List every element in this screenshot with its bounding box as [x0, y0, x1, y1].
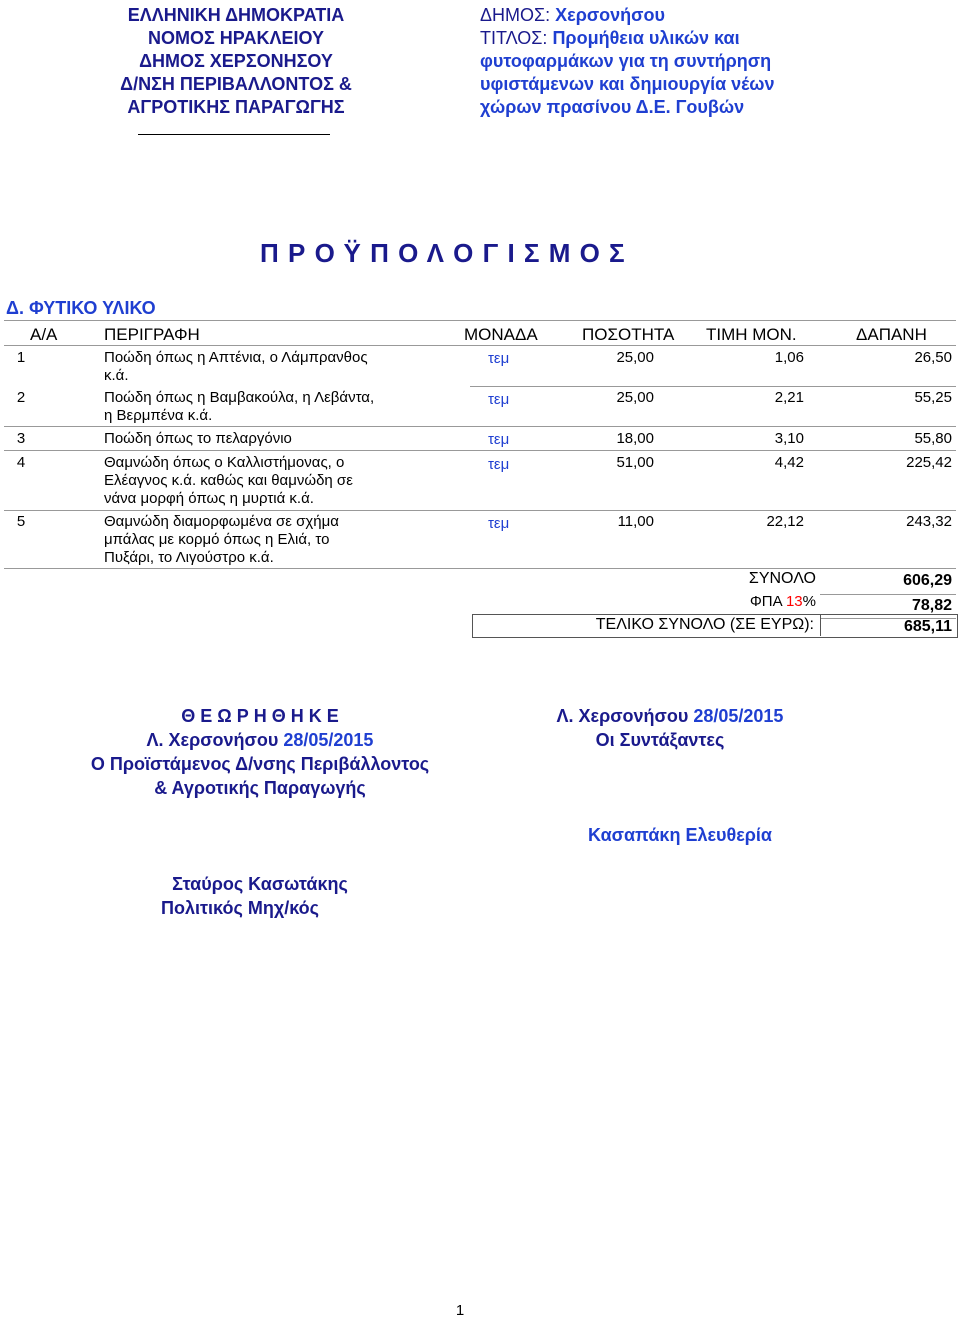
row-rule [4, 426, 956, 427]
row-unit: τεμ [488, 431, 510, 448]
authors-date: 28/05/2015 [693, 706, 784, 726]
row-cost: 26,50 [914, 349, 952, 366]
municipality-line [480, 4, 880, 27]
column-header-cost: ΔΑΠΑΝΗ [856, 325, 927, 344]
row-number: 2 [16, 389, 26, 406]
final-total-label: ΤΕΛΙΚΟ ΣΥΝΟΛΟ (ΣΕ ΕΥΡΩ): [595, 616, 814, 633]
signature-underline [138, 134, 330, 135]
table-bottom-rule [4, 568, 956, 569]
municipality-label: ΔΗΜΟΣ: [480, 5, 556, 25]
approval-role: Ο Προϊστάμενος Δ/νσης Περιβάλλοντος [90, 754, 430, 774]
row-unit: τεμ [488, 350, 510, 367]
row-quantity: 11,00 [617, 513, 654, 530]
column-header-aa: Α/Α [30, 325, 58, 344]
header-line: ΝΟΜΟΣ ΗΡΑΚΛΕΙΟΥ [148, 28, 324, 48]
sum-value: 606,29 [903, 572, 952, 589]
sum-label: ΣΥΝΟΛΟ [748, 570, 816, 587]
final-total-divider [820, 614, 821, 636]
row-description-line: Ποώδη όπως η Βαμβακούλα, η Λεβάντα, [104, 389, 375, 406]
row-unit: τεμ [488, 515, 510, 532]
row-description-line: Θαμνώδη διαμορφωμένα σε σχήμα [104, 513, 339, 530]
row-unit-price: 22,12 [766, 513, 804, 530]
vat-value: 78,82 [911, 597, 952, 614]
approval-heading: Θ Ε Ω Ρ Η Θ Η Κ Ε [181, 706, 339, 726]
author-name: Κασαπάκη Ελευθερία [588, 825, 772, 845]
row-number: 4 [16, 454, 26, 471]
row-quantity: 51,00 [616, 454, 654, 471]
project-title-value: Προμήθεια υλικών και [552, 28, 740, 48]
row-description-line: Πυξάρι, το Λιγούστρο κ.ά. [104, 549, 274, 566]
row-description [104, 349, 404, 385]
approver-title: Πολιτικός Μηχ/κός [161, 898, 319, 918]
row-description-line: Θαμνώδη όπως ο Καλλιστήμονας, ο [104, 454, 345, 471]
header-project [480, 4, 880, 119]
municipality-value: Χερσονήσου [555, 5, 665, 25]
row-cost: 243,32 [906, 513, 952, 530]
row-description-line: η Βερμπένα κ.ά. [104, 407, 213, 424]
row-description-line: μπάλας με κορμό όπως η Ελιά, το [104, 531, 330, 548]
row-unit-price: 2,21 [774, 389, 804, 406]
project-title-label: ΤΙΤΛΟΣ: [480, 28, 553, 48]
row-unit-price: 3,10 [774, 430, 804, 447]
column-header-unit: ΜΟΝΑΔΑ [464, 325, 538, 344]
row-quantity: 18,00 [616, 430, 654, 447]
project-title-value: υφιστάμενων και δημιουργία νέων [480, 74, 775, 94]
column-header-quantity: ΠΟΣΟΤΗΤΑ [582, 325, 675, 344]
row-number: 3 [16, 430, 26, 447]
row-description-line: νάνα μορφή όπως η μυρτιά κ.ά. [104, 490, 314, 507]
column-header-unit-price: ΤΙΜΗ ΜΟΝ. [706, 325, 797, 344]
header-line: ΑΓΡΟΤΙΚΗΣ ΠΑΡΑΓΩΓΗΣ [127, 97, 345, 117]
row-description [104, 454, 404, 508]
row-rule [4, 450, 956, 451]
project-title-line [480, 27, 880, 50]
vat-label-line [620, 593, 816, 610]
row-description [104, 513, 404, 567]
row-number: 1 [16, 349, 26, 366]
approver-name: Σταύρος Κασωτάκης [172, 874, 348, 894]
authors-place-date [480, 706, 860, 727]
approval-role: & Αγροτικής Παραγωγής [154, 778, 366, 798]
row-quantity: 25,00 [616, 389, 654, 406]
row-quantity: 25,00 [616, 349, 654, 366]
column-header-description: ΠΕΡΙΓΡΑΦΗ [104, 325, 200, 344]
row-description [104, 430, 404, 448]
row-description-line: Ποώδη όπως το πελαργόνιο [104, 430, 292, 447]
row-description-line: Ελέαγνος κ.ά. καθώς και θαμνώδη σε [104, 472, 353, 489]
totals-rule [820, 594, 956, 595]
row-unit: τεμ [488, 391, 510, 408]
authors-place: Λ. Χερσονήσου [556, 706, 694, 726]
table-top-rule [4, 320, 956, 321]
header-line: Δ/ΝΣΗ ΠΕΡΙΒΑΛΛΟΝΤΟΣ & [120, 74, 352, 94]
row-cost: 225,42 [906, 454, 952, 471]
final-total-value: 685,11 [903, 618, 952, 635]
vat-suffix: % [802, 593, 816, 610]
document-title: Π Ρ Ο Ϋ Π Ο Λ Ο Γ Ι Σ Μ Ο Σ [260, 238, 626, 268]
approval-place: Λ. Χερσονήσου [146, 730, 284, 750]
vat-percent: 13 [785, 593, 803, 610]
header-authority [96, 4, 376, 119]
header-line: ΔΗΜΟΣ ΧΕΡΣΟΝΗΣΟΥ [139, 51, 333, 71]
row-unit-price: 1,06 [774, 349, 804, 366]
row-description [104, 389, 404, 425]
row-unit-price: 4,42 [774, 454, 804, 471]
row-description-line: Ποώδη όπως η Απτένια, ο Λάμπρανθος [104, 349, 368, 366]
row-cost: 55,80 [914, 430, 952, 447]
section-heading: Δ. ΦΥΤΙΚΟ ΥΛΙΚΟ [6, 298, 156, 318]
project-title-value: φυτοφαρμάκων για τη συντήρηση [480, 51, 772, 71]
header-line: ΕΛΛΗΝΙΚΗ ΔΗΜΟΚΡΑΤΙΑ [127, 5, 345, 25]
row-unit: τεμ [488, 456, 510, 473]
row-number: 5 [16, 513, 26, 530]
approval-date: 28/05/2015 [283, 730, 374, 750]
project-title-value: χώρων πρασίνου Δ.Ε. Γουβών [480, 97, 745, 117]
row-description-line: κ.ά. [104, 367, 129, 384]
approval-place-date [60, 730, 460, 751]
row-cost: 55,25 [914, 389, 952, 406]
authors-role: Οι Συντάξαντες [595, 730, 725, 750]
row-rule [4, 510, 956, 511]
table-header-rule [4, 345, 956, 346]
page-number: 1 [455, 1302, 465, 1319]
row-rule [470, 386, 956, 387]
vat-label: ΦΠΑ [749, 593, 786, 610]
